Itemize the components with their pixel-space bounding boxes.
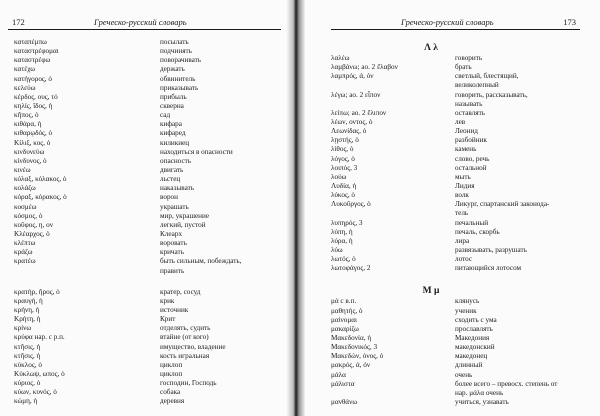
greek-headword	[331, 209, 455, 218]
left-page-number: 172	[12, 17, 25, 27]
russian-translation: Лидия	[455, 181, 475, 190]
dictionary-entry	[331, 118, 593, 127]
greek-headword: κιθαρῳδός, ὁ	[14, 129, 53, 138]
russian-translation: учиться, узнавать	[455, 397, 509, 406]
dictionary-entry	[14, 297, 282, 306]
russian-translation: великолепный	[455, 81, 499, 90]
dictionary-entry	[14, 212, 282, 221]
russian-translation: льстец	[160, 175, 181, 184]
russian-translation: называть	[455, 99, 483, 108]
dictionary-entry	[14, 166, 282, 175]
greek-headword: λύπη, ἡ	[331, 227, 353, 236]
greek-headword: καταστρέφω	[14, 56, 51, 65]
russian-translation: Ликург, спартанский законода-	[455, 200, 550, 209]
russian-translation: развязывать, разрушать	[455, 245, 527, 254]
russian-translation: ворон	[160, 193, 178, 202]
dictionary-entry	[331, 63, 593, 72]
russian-translation: длинный	[455, 361, 483, 370]
russian-translation: Леонид	[455, 127, 478, 136]
greek-headword: κελεύω	[14, 83, 36, 92]
russian-translation: брать	[455, 63, 472, 72]
dictionary-entry	[14, 288, 282, 297]
greek-headword: λέων, οντος, ὁ	[331, 117, 373, 126]
russian-translation: Крит	[160, 315, 176, 324]
greek-headword: λωτοφάγος, 2	[331, 264, 371, 273]
greek-headword: μανθάνω	[331, 397, 358, 406]
dictionary-entry	[14, 221, 282, 230]
dictionary-entry	[331, 343, 593, 352]
dictionary-entry	[331, 246, 593, 255]
greek-headword: κτῆσις, ἡ	[14, 351, 41, 360]
dictionary-entry	[14, 120, 282, 129]
greek-headword: κρήνη, ἡ	[14, 305, 40, 314]
greek-headword: κοῦφος, η, ον	[14, 220, 53, 229]
dictionary-entry	[14, 65, 282, 74]
russian-translation: собака	[160, 388, 181, 397]
dictionary-entry	[14, 239, 282, 248]
dictionary-entry	[14, 324, 282, 333]
russian-translation: говорить	[455, 54, 483, 62]
greek-headword: λούω	[331, 172, 347, 181]
greek-headword	[331, 81, 455, 90]
dictionary-entry	[331, 297, 593, 306]
greek-headword: λῃστής, ὁ	[331, 136, 359, 145]
dictionary-entry	[14, 230, 282, 239]
russian-translation: македонский	[455, 343, 495, 352]
dictionary-entry	[14, 343, 282, 352]
dictionary-entry	[331, 109, 593, 118]
russian-translation: посылать	[160, 38, 189, 46]
greek-headword: λαμβάνω; ао. 2 ἔλαβον	[331, 63, 398, 72]
greek-headword: κέρδος, ους, τό	[14, 92, 58, 101]
russian-translation: кратер, сосуд	[160, 287, 201, 296]
russian-translation: кость игральная	[160, 351, 210, 360]
russian-translation: Клеарх	[160, 229, 183, 238]
russian-translation: киликиец	[160, 138, 190, 147]
entry-gap	[331, 273, 593, 285]
russian-translation: легкий, пустой	[160, 220, 206, 229]
book-gutter	[287, 0, 305, 416]
dictionary-entry	[14, 47, 282, 56]
russian-translation: господин, Господь	[160, 379, 217, 388]
dictionary-entry	[331, 209, 593, 218]
greek-headword: Κλέαρχος, ὁ	[14, 229, 50, 238]
greek-headword: κρίνω	[14, 324, 32, 333]
greek-headword: Μακεδών, όνος, ὁ	[331, 352, 384, 361]
dictionary-entry	[331, 361, 593, 370]
greek-headword: λαλέω	[331, 54, 350, 62]
dictionary-entry	[14, 75, 282, 84]
dictionary-entry	[14, 148, 282, 157]
dictionary-entry	[14, 352, 282, 361]
greek-headword: λυπηρός, 3	[331, 218, 363, 227]
greek-headword: λέγω; ао. 2 εἶπον	[331, 90, 381, 99]
greek-headword: κραυγή, ἡ	[14, 296, 43, 305]
russian-translation: волк	[455, 191, 469, 200]
russian-translation: прибыль	[160, 92, 187, 101]
russian-translation: наказывать	[160, 184, 194, 193]
greek-headword: Λεωνίδας, ὁ	[331, 127, 367, 136]
russian-translation: светлый, блестящий,	[455, 72, 519, 81]
russian-translation: опасность	[160, 156, 192, 165]
russian-translation: питающийся лотосом	[455, 264, 522, 273]
greek-headword: Λυκοῦργος, ὁ	[331, 200, 371, 209]
dictionary-entry	[14, 93, 282, 102]
dictionary-entry	[14, 315, 282, 324]
russian-translation: разбойник	[455, 136, 487, 145]
dictionary-entry	[14, 379, 282, 388]
dictionary-entry	[14, 333, 282, 342]
left-running-title: Греческо-русский словарь	[94, 17, 187, 27]
greek-headword: κινέω	[14, 165, 31, 174]
greek-headword: κρατήρ, ῆρος, ὁ	[14, 287, 60, 296]
greek-headword: κῆπος, ὁ	[14, 111, 39, 120]
dictionary-entry	[331, 264, 593, 273]
dictionary-entry	[331, 145, 593, 154]
russian-translation: циклоп	[160, 360, 183, 369]
russian-translation: крик	[160, 296, 175, 305]
russian-translation: источник	[160, 305, 189, 314]
greek-headword: λόγος, ὁ	[331, 154, 355, 163]
dictionary-entry	[331, 228, 593, 237]
dictionary-entry	[331, 54, 593, 63]
russian-translation: тель	[455, 209, 469, 218]
greek-headword: λύρα, ἡ	[331, 236, 353, 245]
russian-translation: править	[160, 266, 185, 275]
greek-headword: κινδυνεύω	[14, 147, 45, 156]
greek-headword: κύων, κυνός, ὁ	[14, 388, 57, 397]
right-running-title: Греческо-русский словарь	[401, 17, 494, 27]
greek-headword: λοιπός, 3	[331, 163, 358, 172]
russian-translation: оставлять	[455, 108, 485, 117]
dictionary-entry	[331, 219, 593, 228]
dictionary-entry	[331, 182, 593, 191]
greek-headword	[14, 267, 160, 276]
russian-translation: ученик	[455, 306, 477, 315]
greek-headword: κύριος, ὁ	[14, 379, 41, 388]
russian-translation: более всего – превосх. степень от	[455, 379, 558, 388]
russian-translation: лотос	[455, 255, 473, 264]
greek-headword: Κίλιξ, κος, ὁ	[14, 138, 51, 147]
dictionary-entry	[14, 203, 282, 212]
dictionary-entry	[331, 352, 593, 361]
dictionary-entry	[331, 237, 593, 246]
dictionary-entry	[331, 307, 593, 316]
dictionary-entry	[14, 267, 282, 276]
dictionary-entry	[331, 389, 593, 398]
greek-headword: Μακεδονία, ἡ	[331, 333, 372, 342]
russian-translation: печальный	[455, 218, 489, 227]
left-header-rule	[8, 29, 281, 30]
right-header-rule	[331, 29, 580, 30]
russian-translation: быть сильным, побеждать,	[160, 257, 242, 266]
greek-headword: Κρήτη, ἡ	[14, 315, 41, 324]
greek-headword: μάλιστα	[331, 379, 355, 388]
dictionary-entry	[14, 388, 282, 397]
greek-headword: καταστρέφομαι	[14, 47, 59, 56]
dictionary-entry	[14, 306, 282, 315]
dictionary-entry	[14, 175, 282, 184]
greek-headword: Μακεδονικός, 3	[331, 343, 378, 352]
russian-translation: скверна	[160, 101, 184, 110]
greek-headword: καταπέμπω	[14, 38, 47, 46]
russian-translation: слово, речь	[455, 154, 490, 163]
greek-headword: μαίνομαι	[331, 315, 357, 324]
russian-translation: македонец	[455, 352, 488, 361]
greek-headword: λίθος, ὁ	[331, 145, 354, 154]
dictionary-entry	[14, 361, 282, 370]
dictionary-entry	[331, 200, 593, 209]
russian-translation: поворачивать	[160, 56, 202, 65]
greek-headword: κόλαξ, κόλακος, ὁ	[14, 175, 67, 184]
russian-translation: кричать	[160, 248, 184, 257]
greek-headword	[331, 389, 455, 398]
greek-headword: κοσμέω	[14, 202, 37, 211]
greek-headword: κρύφα нар. с р.п.	[14, 333, 65, 342]
dictionary-entry	[331, 191, 593, 200]
right-page-header	[341, 16, 576, 28]
russian-translation: сад	[160, 111, 171, 120]
russian-translation: украшать	[160, 202, 189, 211]
greek-headword: κιθάρα, ἡ	[14, 120, 42, 129]
dictionary-entry	[331, 136, 593, 145]
right-page-number: 173	[563, 17, 576, 27]
dictionary-entry	[14, 38, 282, 47]
greek-headword: κηλίς, ῖδος, ἡ	[14, 101, 53, 110]
greek-headword: κατέχω	[14, 65, 35, 74]
greek-headword: λαμπρός, ά, όν	[331, 72, 374, 81]
dictionary-entry	[331, 398, 593, 407]
russian-translation: приказывать	[160, 83, 199, 92]
greek-headword: Κύκλωψ, ωπος, ὁ	[14, 369, 65, 378]
right-entry-list	[331, 42, 593, 407]
russian-translation: камень	[455, 145, 477, 154]
russian-translation: втайне (от кого)	[160, 333, 209, 342]
greek-headword: κόσμος, ὁ	[14, 211, 43, 220]
russian-translation: обвинитель	[160, 74, 196, 83]
russian-translation: держать	[160, 65, 185, 74]
dictionary-entry	[14, 397, 282, 406]
russian-translation: находиться в опасности	[160, 147, 233, 156]
greek-headword: κώμη, ἡ	[14, 397, 38, 406]
dictionary-entry	[331, 91, 593, 100]
russian-translation: лев	[455, 117, 466, 126]
russian-translation: кифара	[160, 120, 182, 129]
russian-translation: лира	[455, 236, 470, 245]
greek-headword: κόραξ, κόρακος, ὁ	[14, 193, 67, 202]
dictionary-entry	[14, 193, 282, 202]
greek-headword: μαθητής, ὁ	[331, 306, 363, 315]
greek-headword: κτῆσις, ἡ	[14, 342, 41, 351]
dictionary-entry	[331, 316, 593, 325]
greek-headword: λύω	[331, 245, 343, 254]
dictionary-entry	[14, 84, 282, 93]
dictionary-entry	[331, 255, 593, 264]
greek-headword: λείπω; ао. 2 ἔλιπον	[331, 108, 387, 117]
russian-translation: мир, украшение	[160, 211, 210, 220]
greek-headword: λύκος, ὁ	[331, 191, 356, 200]
greek-headword: κολάζω	[14, 184, 36, 193]
russian-translation: печаль, скорбь	[455, 227, 500, 236]
greek-headword: κατήγορος, ὁ	[14, 74, 52, 83]
greek-headword: μακαρίζω	[331, 324, 359, 333]
russian-translation: деревня	[160, 397, 185, 406]
dictionary-entry	[331, 380, 593, 389]
greek-headword: Λυδία, ἡ	[331, 181, 357, 190]
dictionary-entry	[14, 184, 282, 193]
dictionary-entry	[331, 173, 593, 182]
russian-translation: циклоп	[160, 369, 183, 378]
dictionary-entry	[331, 164, 593, 173]
dictionary-entry	[14, 102, 282, 111]
right-page	[305, 0, 600, 416]
dictionary-entry	[14, 111, 282, 120]
russian-translation: очень	[455, 370, 473, 379]
russian-translation: имущество, владение	[160, 342, 226, 351]
greek-headword	[331, 100, 455, 109]
russian-translation: клянусь	[455, 297, 480, 306]
dictionary-entry	[14, 370, 282, 379]
section-heading: Λ λ	[424, 43, 438, 53]
greek-headword: μά с в.п.	[331, 297, 357, 306]
greek-headword: μακρός, ά, όν	[331, 361, 371, 370]
dictionary-entry	[331, 127, 593, 136]
greek-headword: κρατέω	[14, 257, 36, 266]
dictionary-entry	[331, 100, 593, 109]
dictionary-entry	[14, 257, 282, 266]
greek-headword: κίνδυνος, ὁ	[14, 156, 47, 165]
russian-translation: подчинять	[160, 47, 192, 56]
left-page-header	[12, 16, 279, 28]
russian-translation: сходить с ума	[455, 315, 497, 324]
greek-headword: κύκλος, ὁ	[14, 360, 42, 369]
russian-translation: нар. μάλα очень	[455, 388, 504, 397]
russian-translation: отделять, судить	[160, 324, 211, 333]
russian-translation: остальной	[455, 163, 487, 172]
dictionary-entry	[331, 334, 593, 343]
russian-translation: прославлять	[455, 324, 493, 333]
dictionary-entry	[331, 371, 593, 380]
dictionary-entry	[14, 56, 282, 65]
russian-translation: Македония	[455, 333, 490, 342]
greek-headword: μάλα	[331, 370, 346, 379]
russian-translation: мыть	[455, 172, 471, 181]
russian-translation: двигать	[160, 165, 184, 174]
dictionary-entry	[331, 155, 593, 164]
dictionary-entry	[331, 81, 593, 90]
greek-headword: κλέπτω	[14, 239, 36, 248]
russian-translation: кифаред	[160, 129, 186, 138]
dictionary-entry	[14, 129, 282, 138]
dictionary-entry	[14, 157, 282, 166]
section-heading: Μ μ	[422, 286, 440, 297]
dictionary-entry	[14, 248, 282, 257]
entry-gap	[14, 276, 282, 288]
greek-headword: κράζω	[14, 248, 33, 257]
dictionary-entry	[331, 325, 593, 334]
left-page	[0, 0, 287, 416]
greek-headword: λωτός, ὁ	[331, 255, 356, 264]
dictionary-entry	[331, 72, 593, 81]
left-entry-list	[14, 38, 282, 406]
dictionary-entry	[14, 139, 282, 148]
russian-translation: говорить, рассказывать,	[455, 90, 528, 99]
russian-translation: воровать	[160, 239, 187, 248]
